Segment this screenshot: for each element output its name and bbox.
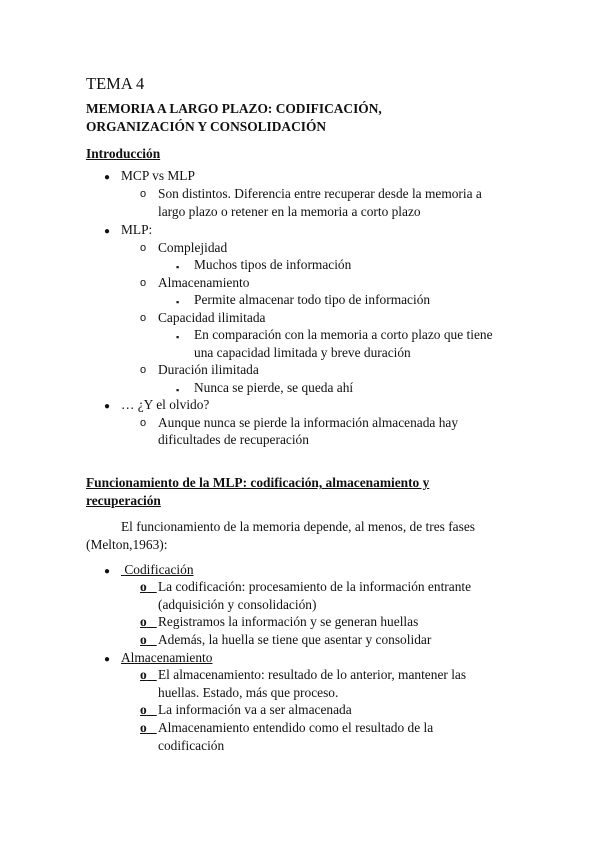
list-item-olvido: … ¿Y el olvido? <box>121 397 210 412</box>
list-item-text: Son distintos. Diferencia entre recuperar desde la memoria a <box>158 186 482 201</box>
list-item-label: Codificación <box>124 562 194 577</box>
list-item-text: Muchos tipos de información <box>194 257 352 272</box>
circle-bullet-icon: o <box>140 417 147 429</box>
circle-bullet-icon: o <box>140 702 147 717</box>
list-item-duracion: Duración ilimitada <box>158 362 259 377</box>
square-bullet-icon: ▪ <box>176 385 180 395</box>
page-title: TEMA 4 <box>86 74 145 93</box>
square-bullet-icon: ▪ <box>176 332 180 342</box>
section-heading: Funcionamiento de la MLP: codificación, almacenamiento y <box>86 475 430 490</box>
subtitle-line-1: MEMORIA A LARGO PLAZO: CODIFICACIÓN, <box>86 101 382 116</box>
bullet-icon: ● <box>104 654 111 665</box>
section-heading: recuperación <box>86 493 161 508</box>
list-item-text: Nunca se pierde, se queda ahí <box>194 380 354 395</box>
list-item-text: una capacidad limitada y breve duración <box>194 345 411 360</box>
intro-heading: Introducción <box>86 146 161 161</box>
circle-bullet-icon: o <box>140 720 147 735</box>
list-item-almacenamiento-section: Almacenamiento <box>121 650 213 665</box>
circle-bullet-icon: o <box>140 364 147 376</box>
list-item-almacenamiento: Almacenamiento <box>158 275 250 290</box>
list-item-text: Permite almacenar todo tipo de información <box>194 292 431 307</box>
circle-bullet-icon: o <box>140 579 147 594</box>
list-item-mlp: MLP: <box>121 222 153 237</box>
circle-bullet-icon: o <box>140 188 147 200</box>
circle-bullet-icon: o <box>140 632 147 647</box>
list-item-text: Aunque nunca se pierde la información almacenada hay <box>158 415 459 430</box>
list-item-text: La información va a ser almacenada <box>158 702 352 717</box>
list-item-text: En comparación con la memoria a corto plazo que tiene <box>194 327 493 342</box>
list-item-text: El almacenamiento: resultado de lo anterior, mantener las <box>158 667 467 682</box>
list-item-text: La codificación: procesamiento de la información entrante <box>158 579 472 594</box>
list-item-text: Registramos la información y se generan huellas <box>158 614 419 629</box>
circle-bullet-icon: o <box>140 312 147 324</box>
list-item-text: (adquisición y consolidación) <box>158 597 317 612</box>
list-item-text: Almacenamiento entendido como el resultado de la <box>158 720 434 735</box>
square-bullet-icon: ▪ <box>176 262 180 272</box>
list-item-mcp: MCP vs MLP <box>121 168 195 183</box>
paragraph-text: (Melton,1963): <box>86 537 168 552</box>
circle-bullet-icon: o <box>140 242 147 254</box>
list-item-complejidad: Complejidad <box>158 240 228 255</box>
list-item-text: largo plazo o retener en la memoria a corto plazo <box>158 204 421 219</box>
circle-bullet-icon: o <box>140 614 147 629</box>
list-item-codificacion <box>121 561 194 579</box>
bullet-icon: ● <box>104 172 111 183</box>
list-item-capacidad: Capacidad ilimitada <box>158 310 266 325</box>
bullet-icon: ● <box>104 566 111 577</box>
list-item-text: Además, la huella se tiene que asentar y consolidar <box>158 632 432 647</box>
circle-bullet-icon: o <box>140 277 147 289</box>
list-item-text: dificultades de recuperación <box>158 432 309 447</box>
list-item-text: huellas. Estado, más que proceso. <box>158 685 339 700</box>
circle-bullet-icon: o <box>140 667 147 682</box>
bullet-icon: ● <box>104 226 111 237</box>
square-bullet-icon: ▪ <box>176 297 180 307</box>
list-item-text: codificación <box>158 738 225 753</box>
subtitle-line-2: ORGANIZACIÓN Y CONSOLIDACIÓN <box>86 119 327 134</box>
paragraph-text: El funcionamiento de la memoria depende, al menos, de tres fases <box>121 519 475 534</box>
bullet-icon: ● <box>104 401 111 412</box>
